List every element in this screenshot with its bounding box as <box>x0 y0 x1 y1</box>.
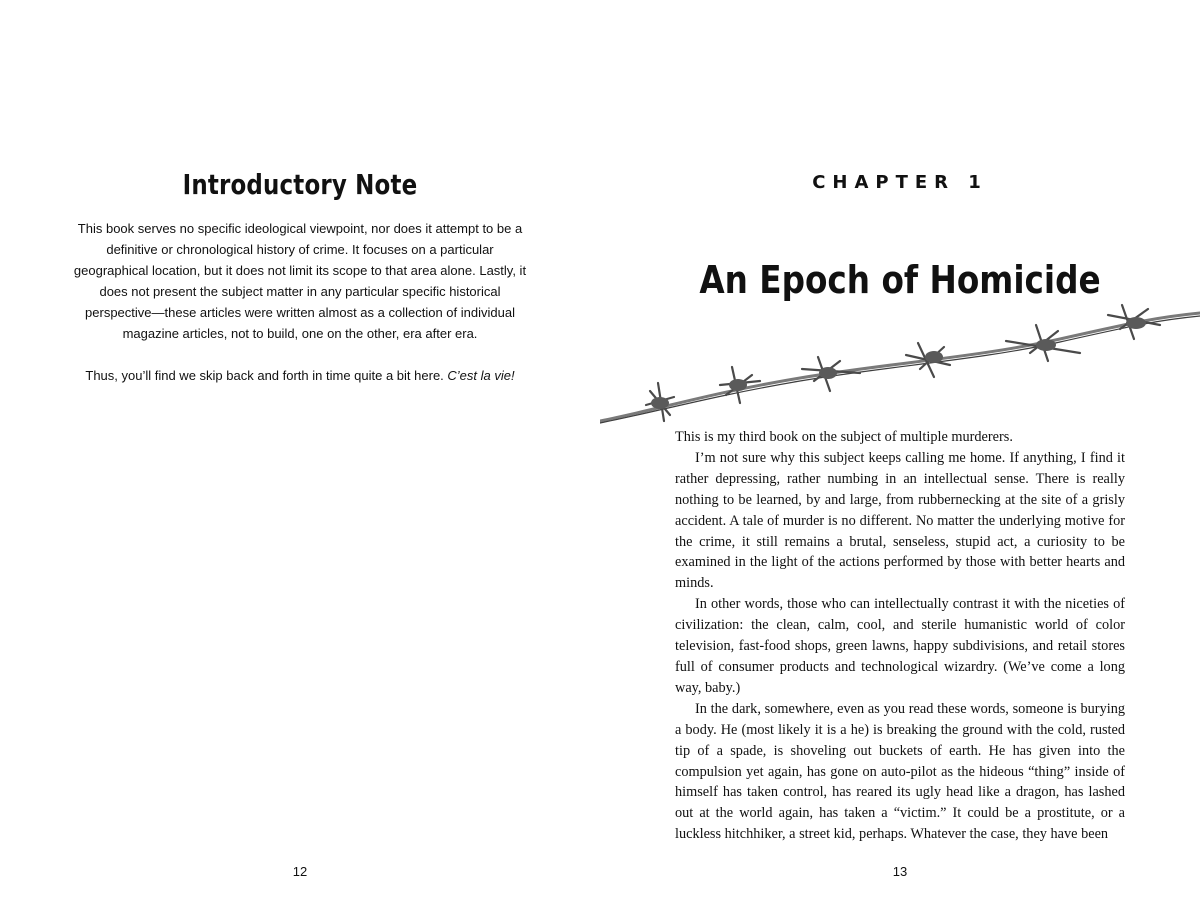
page-number-right: 13 <box>892 864 908 879</box>
intro-closing-line <box>70 365 530 386</box>
intro-closing-emphasis: C’est la vie! <box>447 368 515 383</box>
body-paragraph: I’m not sure why this subject keeps calling me home. If anything, I find it rather depressing, rather numbing in an intellectual sense. There is really nothing to be learned, by and large, from rubbernecking at the site of a grisly accident. A tale of murder is no different. No matter the underlying motive for the crime, it still remains a brutal, senseless, stupid act, a curiosity to be examined in the light of the actions performed by those with better hearts and minds. <box>675 449 1125 592</box>
body-paragraph: In other words, those who can intellectually contrast it with the niceties of civilization: the clean, calm, cool, and sterile humanistic world of color television, fast-food shops, green lawns, happy subdivisions, and retail stores full of consumer products and technological wizardry. (We’ve come a long way, baby.) <box>675 596 1125 696</box>
body-paragraph: In the dark, somewhere, even as you read these words, someone is burying a body. He (most likely it is a he) is breaking the ground with the cold, rusted tip of a spade, is shoveling out buckets of earth. He has given into the compulsion yet again, has gone on auto-pilot as the hideous “thing” inside of himself has taken control, has reared its ugly head like a dragon, has lashed out at the world again, has taken a “victim.” It could be a prostitute, or a luckless hitchhiker, a street kid, perhaps. Whatever the case, they have been <box>675 700 1125 843</box>
chapter-body-text <box>675 427 1125 845</box>
intro-paragraph: This book serves no specific ideological viewpoint, nor does it attempt to be a definitive or chronological history of crime. It focuses on a particular geographical location, but it does not limit its scope to that area alone. Lastly, it does not present the subject matter in any particular specific historical perspective—these articles were written almost as a collection of individual magazine articles, not to build, one on the other, era after era. <box>73 221 527 341</box>
intro-note-title: Introductory Note <box>182 168 418 201</box>
intro-note-body <box>70 218 530 386</box>
page-number-left: 12 <box>292 864 308 879</box>
intro-closing-text: Thus, you’ll find we skip back and forth in time quite a bit here. <box>85 368 448 383</box>
barbed-wire-illustration <box>600 295 1200 435</box>
body-paragraph: This is my third book on the subject of multiple murderers. <box>675 429 1013 445</box>
chapter-label: CHAPTER 1 <box>812 172 988 193</box>
chapter-title: An Epoch of Homicide <box>699 258 1101 302</box>
right-page <box>600 0 1200 900</box>
